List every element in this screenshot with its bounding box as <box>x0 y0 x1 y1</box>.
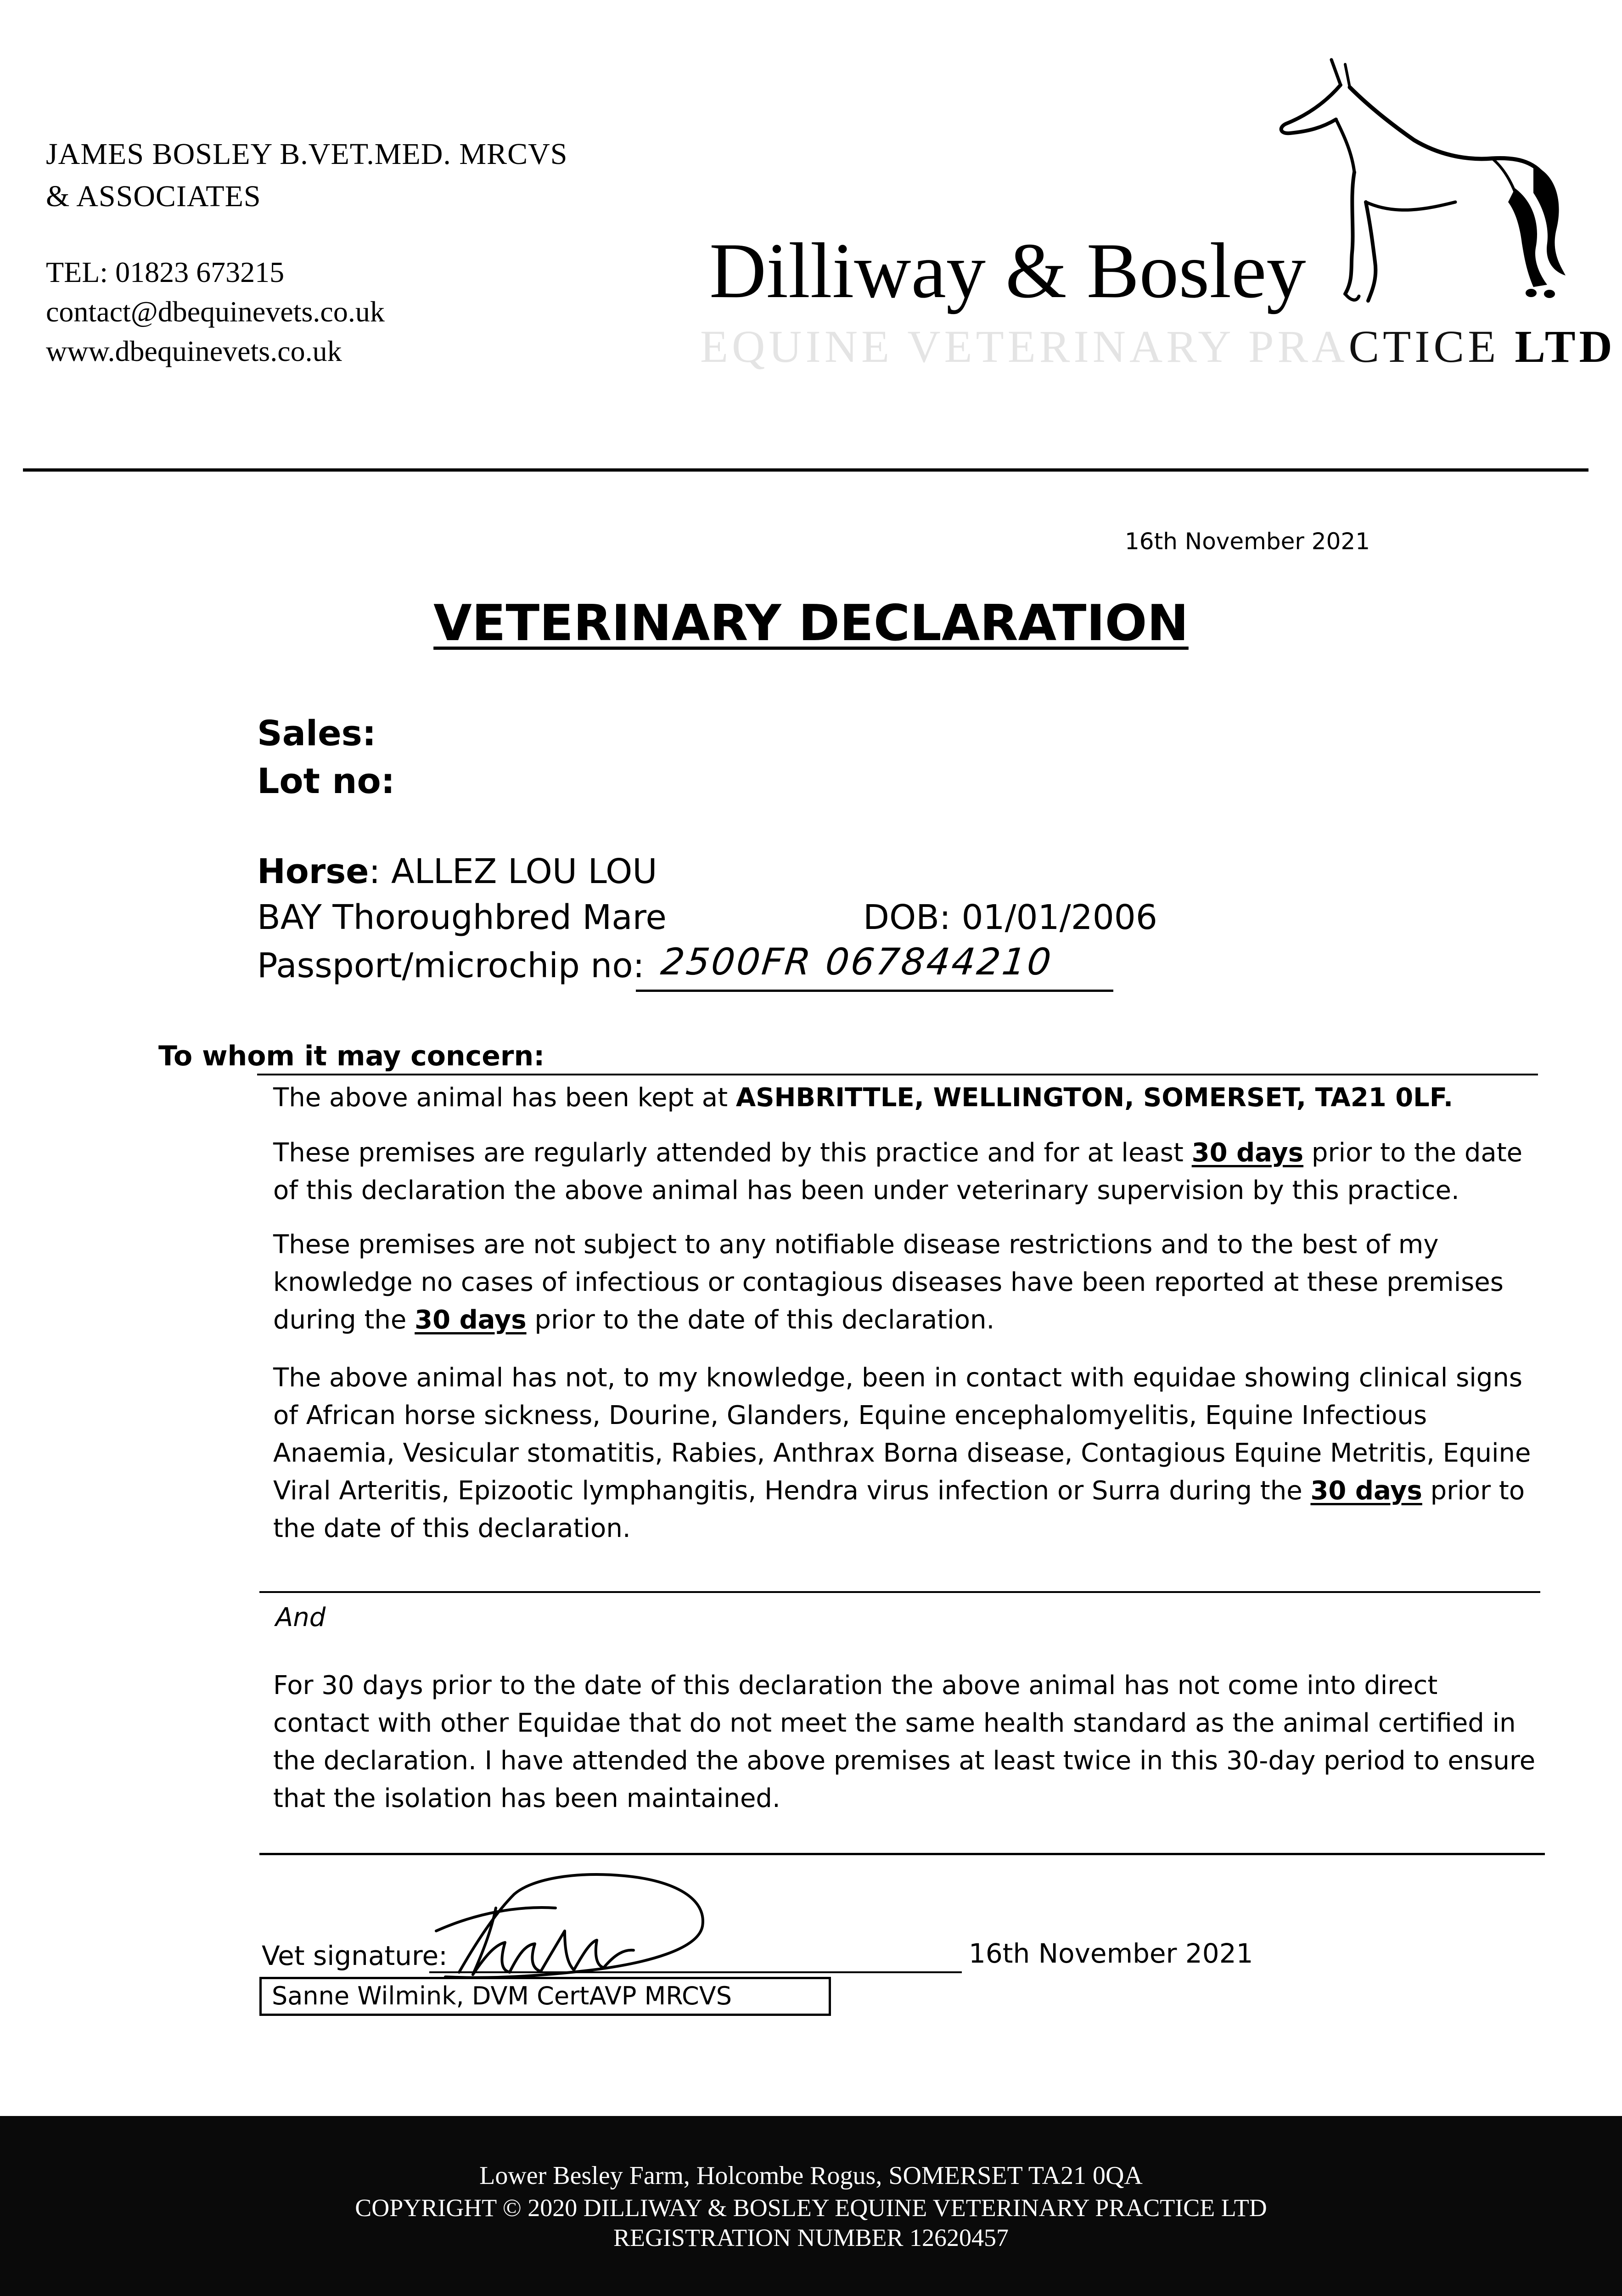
premises-address: ASHBRITTLE, WELLINGTON, SOMERSET, TA21 0LF. <box>735 1083 1454 1113</box>
horse-description: BAY Thoroughbred Mare <box>257 898 667 937</box>
email-link[interactable]: contact@dbequinevets.co.uk <box>46 295 385 328</box>
website-link[interactable]: www.dbequinevets.co.uk <box>46 335 342 367</box>
paragraph-premises-text: The above animal has been kept at <box>273 1083 736 1113</box>
practice-name-line-2: & ASSOCIATES <box>46 180 261 213</box>
document-title <box>0 595 1622 652</box>
vet-name-box <box>259 1977 831 2016</box>
footer-registration: REGISTRATION NUMBER 12620457 <box>613 2224 1009 2251</box>
brand-subtitle <box>700 321 1616 372</box>
paragraph-premises <box>273 1079 1540 1117</box>
rule-middle <box>259 1591 1540 1593</box>
paragraph-supervision <box>273 1134 1540 1210</box>
days-emphasis: 30 days <box>415 1305 527 1335</box>
paragraph-restrictions-end: prior to the date of this declaration. <box>526 1305 995 1335</box>
brand-subtitle-faint: EQUINE VETERINARY PRA <box>700 321 1349 372</box>
horse-line <box>257 852 657 891</box>
sales-lot-block <box>257 709 395 805</box>
vet-name: Sanne Wilmink, DVM CertAVP MRCVS <box>272 1981 732 2010</box>
paragraph-supervision-end: prior to the date of this declaration the above animal has been under veterinary supervision by this practice. <box>273 1138 1523 1205</box>
paragraph-isolation: For 30 days prior to the date of this declaration the above animal has not come into direct contact with other Equidae that do not meet the same health standard as the animal certified in the declaration. I have attended the above premises at least twice in this 30-day period to ensure that the isolation has been maintained. <box>273 1671 1536 1813</box>
days-emphasis: 30 days <box>1191 1138 1304 1168</box>
days-emphasis: 30 days <box>1310 1476 1422 1506</box>
passport-underline <box>636 990 1113 992</box>
rule-bottom <box>259 1853 1545 1855</box>
to-whom-heading: To whom it may concern: <box>158 1040 545 1072</box>
document-date: 16th November 2021 <box>1125 528 1370 555</box>
document-title-text: VETERINARY DECLARATION <box>433 595 1189 652</box>
footer <box>0 2116 1622 2296</box>
brand-subtitle-dark: CTICE <box>1348 321 1500 372</box>
telephone: TEL: 01823 673215 <box>46 256 285 288</box>
lot-label: Lot no: <box>257 760 395 801</box>
header-divider <box>23 468 1588 472</box>
sales-label: Sales: <box>257 713 376 754</box>
horse-logo-icon <box>1276 51 1570 317</box>
contact-block <box>46 253 385 371</box>
rule-top <box>257 1074 1538 1075</box>
paragraph-restrictions-start: These premises are not subject to any notifiable disease restrictions and to the best of my knowledge no cases of infectious or contagious diseases have been reported at these premises during the <box>273 1230 1504 1335</box>
practice-name-line-1: JAMES BOSLEY B.VET.MED. MRCVS <box>46 137 568 171</box>
signature-label: Vet signature: <box>262 1940 448 1971</box>
brand-subtitle-ltd: LTD <box>1515 321 1616 372</box>
signature-line <box>429 1971 962 1973</box>
passport-label: Passport/microchip no: <box>257 946 645 985</box>
paragraph-restrictions <box>273 1226 1540 1339</box>
and-label: And <box>275 1603 326 1632</box>
paragraph-diseases-end: prior to the date of this declaration. <box>273 1476 1525 1543</box>
horse-dob: DOB: 01/01/2006 <box>863 898 1157 937</box>
footer-copyright: COPYRIGHT © 2020 DILLIWAY & BOSLEY EQUINE VETERINARY PRACTICE LTD <box>355 2194 1267 2222</box>
passport-number-handwritten: 2500FR 067844210 <box>659 940 1055 983</box>
paragraph-supervision-start: These premises are regularly attended by this practice and for at least <box>273 1138 1192 1168</box>
horse-name: : ALLEZ LOU LOU <box>369 852 657 891</box>
signature-date: 16th November 2021 <box>969 1938 1253 1969</box>
footer-address: Lower Besley Farm, Holcombe Rogus, SOMERSET TA21 0QA <box>479 2161 1143 2190</box>
brand-name: Dilliway & Bosley <box>709 227 1306 315</box>
paragraph-diseases <box>273 1359 1540 1548</box>
paragraph-diseases-start: The above animal has not, to my knowledge, been in contact with equidae showing clinical signs of African horse sickness, Dourine, Glanders, Equine encephalomyelitis, Equine Infectious Anaemia, Vesicular stomatitis, Rabies, Anthrax Borna disease, Contagious Equine Metritis, Equine Viral Arteritis, Epizootic lymphangitis, Hendra virus infection or Surra during the <box>273 1363 1531 1506</box>
horse-label: Horse <box>257 852 369 891</box>
practice-name <box>46 133 567 218</box>
